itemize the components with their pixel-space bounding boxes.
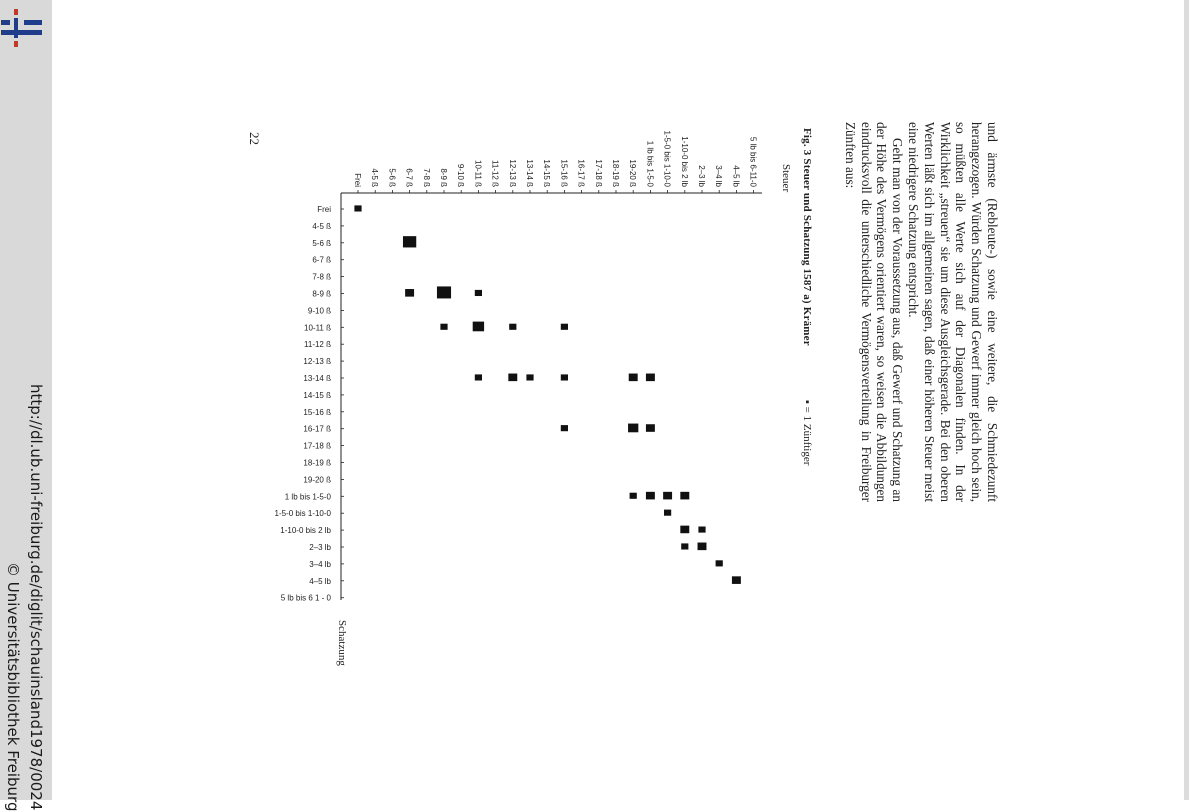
y-tick-label: Frei — [353, 173, 362, 187]
x-tick-label: 9-10 ß — [307, 306, 331, 316]
x-tick-label: 7-8 ß — [312, 272, 331, 282]
data-point — [561, 324, 568, 330]
x-tick-label: 1-10-0 bis 2 lb — [280, 526, 331, 536]
data-point — [664, 510, 671, 516]
x-tick-label: 15-16 ß — [303, 407, 331, 417]
data-point — [681, 543, 688, 549]
data-point — [663, 492, 672, 500]
data-point — [473, 322, 484, 332]
y-tick-label: 15-16 ß — [559, 159, 569, 187]
y-tick-label: 8-9 ß — [439, 168, 448, 187]
y-tick-label: 19-20 ß — [628, 159, 638, 187]
y-tick-label: 13-14 ß — [525, 159, 534, 187]
page-number: 22 — [247, 132, 262, 145]
y-axis-title: Steuer — [780, 164, 792, 193]
data-point — [561, 374, 568, 380]
data-point — [646, 492, 655, 500]
x-tick-label: 8-9 ß — [312, 289, 331, 299]
x-tick-label: 5 lb bis 6 1 - 0 — [280, 593, 331, 603]
x-tick-label: 1 lb bis 1-5-0 — [284, 492, 331, 502]
y-tick-label: 17-18 ß — [593, 159, 603, 187]
x-tick-label: 18-19 ß — [303, 458, 331, 468]
y-tick-label: 12-13 ß — [507, 159, 517, 187]
data-point — [646, 424, 655, 432]
y-tick-label: 9-10 ß — [456, 163, 466, 187]
y-tick-label: 11-12 ß — [490, 160, 500, 187]
y-tick-label: 7-8 ß — [421, 168, 431, 187]
data-point — [698, 543, 707, 551]
data-point — [716, 560, 723, 566]
data-point — [354, 205, 361, 211]
paragraph: und ärmste (Rebleute-) sowie eine weitere, die Schmiedezunft herangezogen. Würden Schatzung und Gewerf immer gleich hoch sein, so müßten alle Werte sich auf der Diagonalen finden. In der Wirklichkeit „streuen“ sie um diese Ausgleichsgerade. Bei den oberen Werten läßt sich im allgemeinen sagen, daß einer höheren Steuer meist eine niedrigere Schatzung entspricht. — [906, 122, 1000, 502]
data-point — [509, 324, 516, 330]
y-tick-label: 5-6 ß — [387, 168, 397, 187]
data-point — [526, 374, 533, 380]
y-tick-label: 14-15 ß — [542, 159, 552, 187]
data-point — [437, 286, 451, 298]
data-point — [440, 324, 447, 330]
y-tick-label: 18-19 ß — [611, 159, 620, 187]
data-point — [680, 492, 689, 500]
y-tick-label: 10-11 ß — [473, 160, 483, 187]
y-tick-label: 6-7 ß — [404, 168, 414, 187]
x-tick-label: 13-14 ß — [303, 374, 331, 383]
x-tick-label: 3–4 lb — [309, 559, 331, 569]
x-tick-label: 17-18 ß — [303, 441, 331, 451]
x-axis-title: Schatzung — [336, 620, 348, 666]
document-url[interactable]: http://dl.ub.uni-freiburg.de/diglit/schauinsland1978/0024 — [27, 384, 45, 811]
x-tick-label: Frei — [317, 205, 331, 214]
chart-axes — [341, 193, 762, 600]
data-point — [698, 527, 705, 533]
data-point — [405, 289, 414, 297]
x-tick-label: 5-6 ß — [312, 238, 331, 248]
x-tick-label: 4-5 ß — [312, 221, 331, 231]
data-point — [630, 493, 637, 499]
x-tick-label: 1-5-0 bis 1-10-0 — [274, 509, 331, 519]
paragraph: Geht man von der Voraussetzung aus, daß Gewerf und Schatzung an der Höhe des Vermögens orientiert waren, so weisen die Abbildungen eindrucksvoll die unterschiedliche Vermögensverteilung in Freiburger Zünften aus: — [842, 122, 906, 502]
data-point — [628, 424, 638, 433]
y-tick-label: 4–5 lb — [731, 165, 741, 187]
y-tick-label: 1 lb bis 1-5-0 — [645, 140, 655, 187]
y-tick-label: 5 lb bis 6-11-0 — [748, 136, 758, 187]
x-tick-label: 6-7 ß — [312, 255, 331, 265]
data-point — [732, 576, 741, 584]
figure-legend: ▪ = 1 Zünftiger — [801, 400, 813, 466]
x-tick-label: 12-13 ß — [303, 357, 331, 367]
data-point — [561, 425, 568, 431]
y-tick-label: 1-10-0 bis 2 lb — [679, 136, 689, 187]
x-tick-label: 16-17 ß — [303, 424, 331, 434]
y-tick-label: 16-17 ß — [576, 159, 586, 187]
x-tick-label: 11-12 ß — [304, 340, 331, 350]
copyright-notice: © Universitätsbibliothek Freiburg — [4, 562, 22, 811]
y-tick-label: 3–4 lb — [714, 165, 724, 187]
x-tick-label: 2–3 lb — [309, 543, 331, 552]
data-point — [475, 374, 482, 380]
x-tick-label: 14-15 ß — [303, 390, 331, 400]
data-point — [646, 374, 655, 382]
y-tick-label: 2–3 lb — [697, 165, 706, 187]
x-tick-label: 19-20 ß — [303, 475, 331, 485]
y-tick-label: 1-5-0 bis 1-10-0 — [662, 130, 672, 187]
y-tick-label: 4-5 ß — [370, 168, 380, 187]
data-point — [508, 374, 517, 382]
x-tick-label: 4–5 lb — [309, 576, 331, 586]
figure-caption: Fig. 3 Steuer und Schatzung 1587 a) Krämer — [801, 128, 813, 346]
data-point — [403, 236, 416, 247]
x-tick-label: 10-11 ß — [304, 323, 331, 333]
data-point — [680, 526, 689, 534]
data-point — [475, 290, 482, 296]
data-point — [629, 374, 638, 382]
